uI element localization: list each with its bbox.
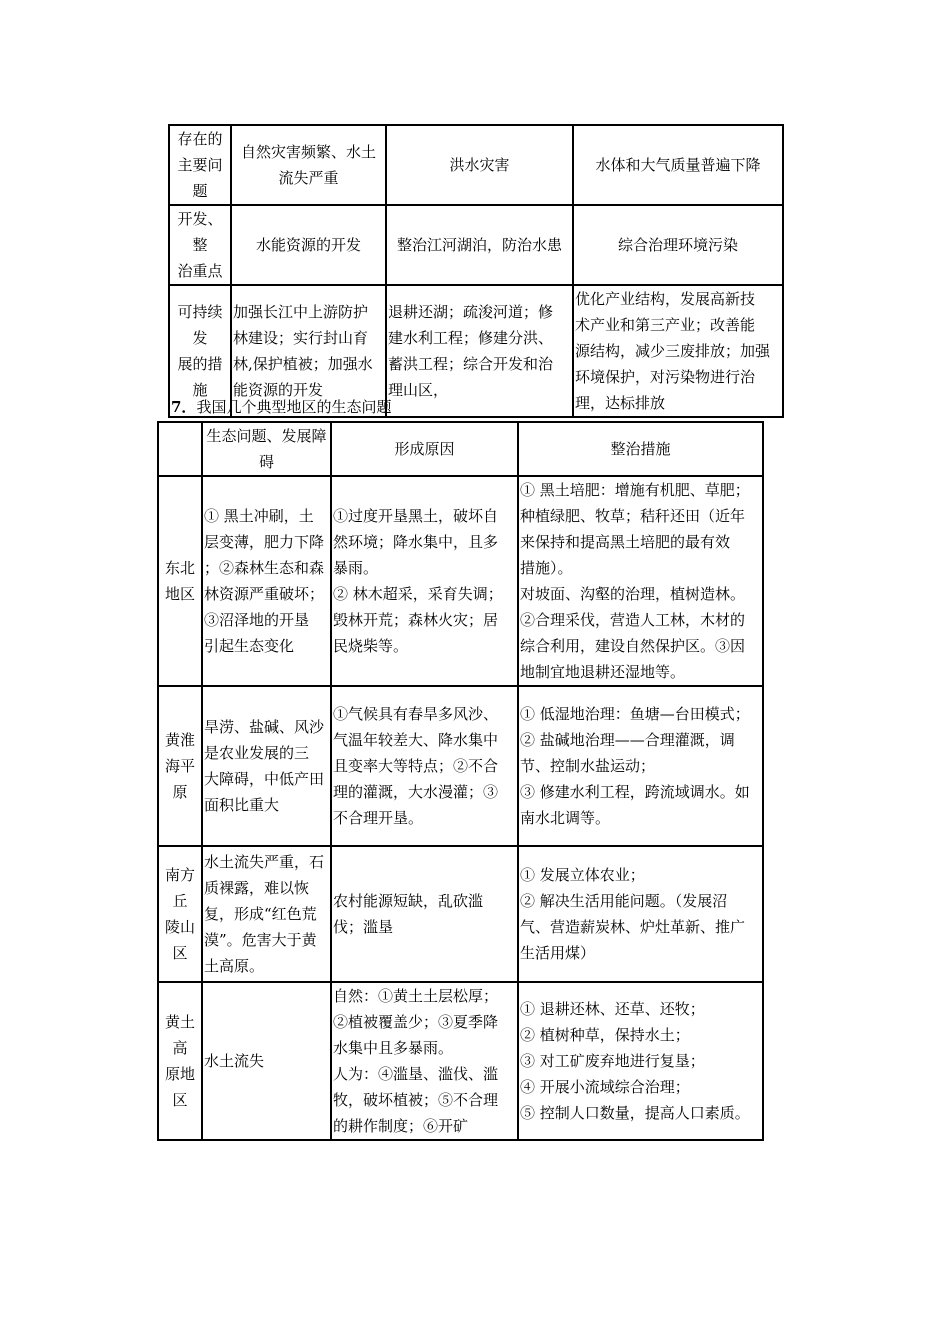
problem-cell: 水土流失 (202, 982, 331, 1140)
section-heading (171, 396, 391, 418)
table-row (158, 476, 763, 686)
table-cell: 加强长江中上游防护 林建设；实行封山育 林,保护植被；加强水 能资源的开发 (231, 285, 386, 417)
table-header-row (158, 422, 763, 476)
row-header: 开发、整 治重点 (169, 205, 231, 285)
ecology-table (157, 421, 764, 1141)
table-row (158, 686, 763, 846)
region-cell: 南方 丘 陵山 区 (158, 846, 202, 982)
development-table (168, 124, 784, 418)
table-cell: 整治江河湖泊，防治水患 (386, 205, 573, 285)
region-cell: 东北 地区 (158, 476, 202, 686)
cause-cell: ①过度开垦黑土，破坏自 然环境；降水集中，且多 暴雨。 ② 林木超采，采育失调； 毁林开荒；森林火灾；居 民烧柴等。 (331, 476, 518, 686)
row-header: 可持续 发 展的措 施 (169, 285, 231, 417)
row-header: 存在的 主要问 题 (169, 125, 231, 205)
measures-cell: ① 低湿地治理：鱼塘—台田模式； ② 盐碱地治理——合理灌溉，调 节、控制水盐运动； ③ 修建水利工程，跨流域调水。如 南水北调等。 (518, 686, 763, 846)
table-cell: 自然灾害频繁、水土 流失严重 (231, 125, 386, 205)
problem-cell: 水土流失严重，石 质裸露，难以恢 复，形成“红色荒 漠”。危害大于黄 土高原。 (202, 846, 331, 982)
table-row (158, 982, 763, 1140)
table-cell: 水能资源的开发 (231, 205, 386, 285)
table-cell: 洪水灾害 (386, 125, 573, 205)
table-cell: 优化产业结构，发展高新技 术产业和第三产业；改善能 源结构，减少三废排放；加强 环境保护，对污染物进行治 理，达标排放 (573, 285, 783, 417)
cause-cell: 农村能源短缺，乱砍滥 伐；滥垦 (331, 846, 518, 982)
table-cell: 水体和大气质量普遍下降 (573, 125, 783, 205)
column-header: 生态问题、发展障 碍 (202, 422, 331, 476)
table-row (158, 846, 763, 982)
column-header: 形成原因 (331, 422, 518, 476)
section-number: 7． (171, 398, 197, 416)
measures-cell: ① 退耕还林、还草、还牧； ② 植树种草，保持水土； ③ 对工矿废弃地进行复垦； ④ 开展小流域综合治理； ⑤ 控制人口数量，提高人口素质。 (518, 982, 763, 1140)
column-header: 整治措施 (518, 422, 763, 476)
column-header (158, 422, 202, 476)
table-cell: 退耕还湖；疏浚河道；修 建水利工程；修建分洪、 蓄洪工程；综合开发和治 理山区， (386, 285, 573, 417)
measures-cell: ① 发展立体农业； ② 解决生活用能问题。（发展沼 气、营造薪炭林、炉灶革新、推广 生活用煤） (518, 846, 763, 982)
cause-cell: ①气候具有春旱多风沙、 气温年较差大、降水集中 且变率大等特点；②不合 理的灌溉，大水漫灌；③ 不合理开垦。 (331, 686, 518, 846)
problem-cell: 旱涝、盐碱、风沙 是农业发展的三 大障碍，中低产田 面积比重大 (202, 686, 331, 846)
measures-cell: ① 黑土培肥：增施有机肥、草肥； 种植绿肥、牧草；秸秆还田（近年 来保持和提高黑土培肥的最有效 措施）。 对坡面、沟壑的治理，植树造林。 ②合理采伐，营造人工林，木材的 综合利用，建设自然保护区。③因 地制宜地退耕还湿地等。 (518, 476, 763, 686)
table-row (169, 125, 783, 205)
cause-cell: 自然：①黄土土层松厚； ②植被覆盖少；③夏季降 水集中且多暴雨。 人为：④滥垦、滥伐、滥 牧，破坏植被；⑤不合理 的耕作制度；⑥开矿 (331, 982, 518, 1140)
table-cell: 综合治理环境污染 (573, 205, 783, 285)
problem-cell: ① 黑土冲刷，土 层变薄，肥力下降 ；②森林生态和森 林资源严重破坏； ③沼泽地的开垦 引起生态变化 (202, 476, 331, 686)
section-title: 我国几个典型地区的生态问题 (196, 398, 392, 416)
region-cell: 黄土 高 原地 区 (158, 982, 202, 1140)
table-row (169, 205, 783, 285)
region-cell: 黄淮 海平 原 (158, 686, 202, 846)
